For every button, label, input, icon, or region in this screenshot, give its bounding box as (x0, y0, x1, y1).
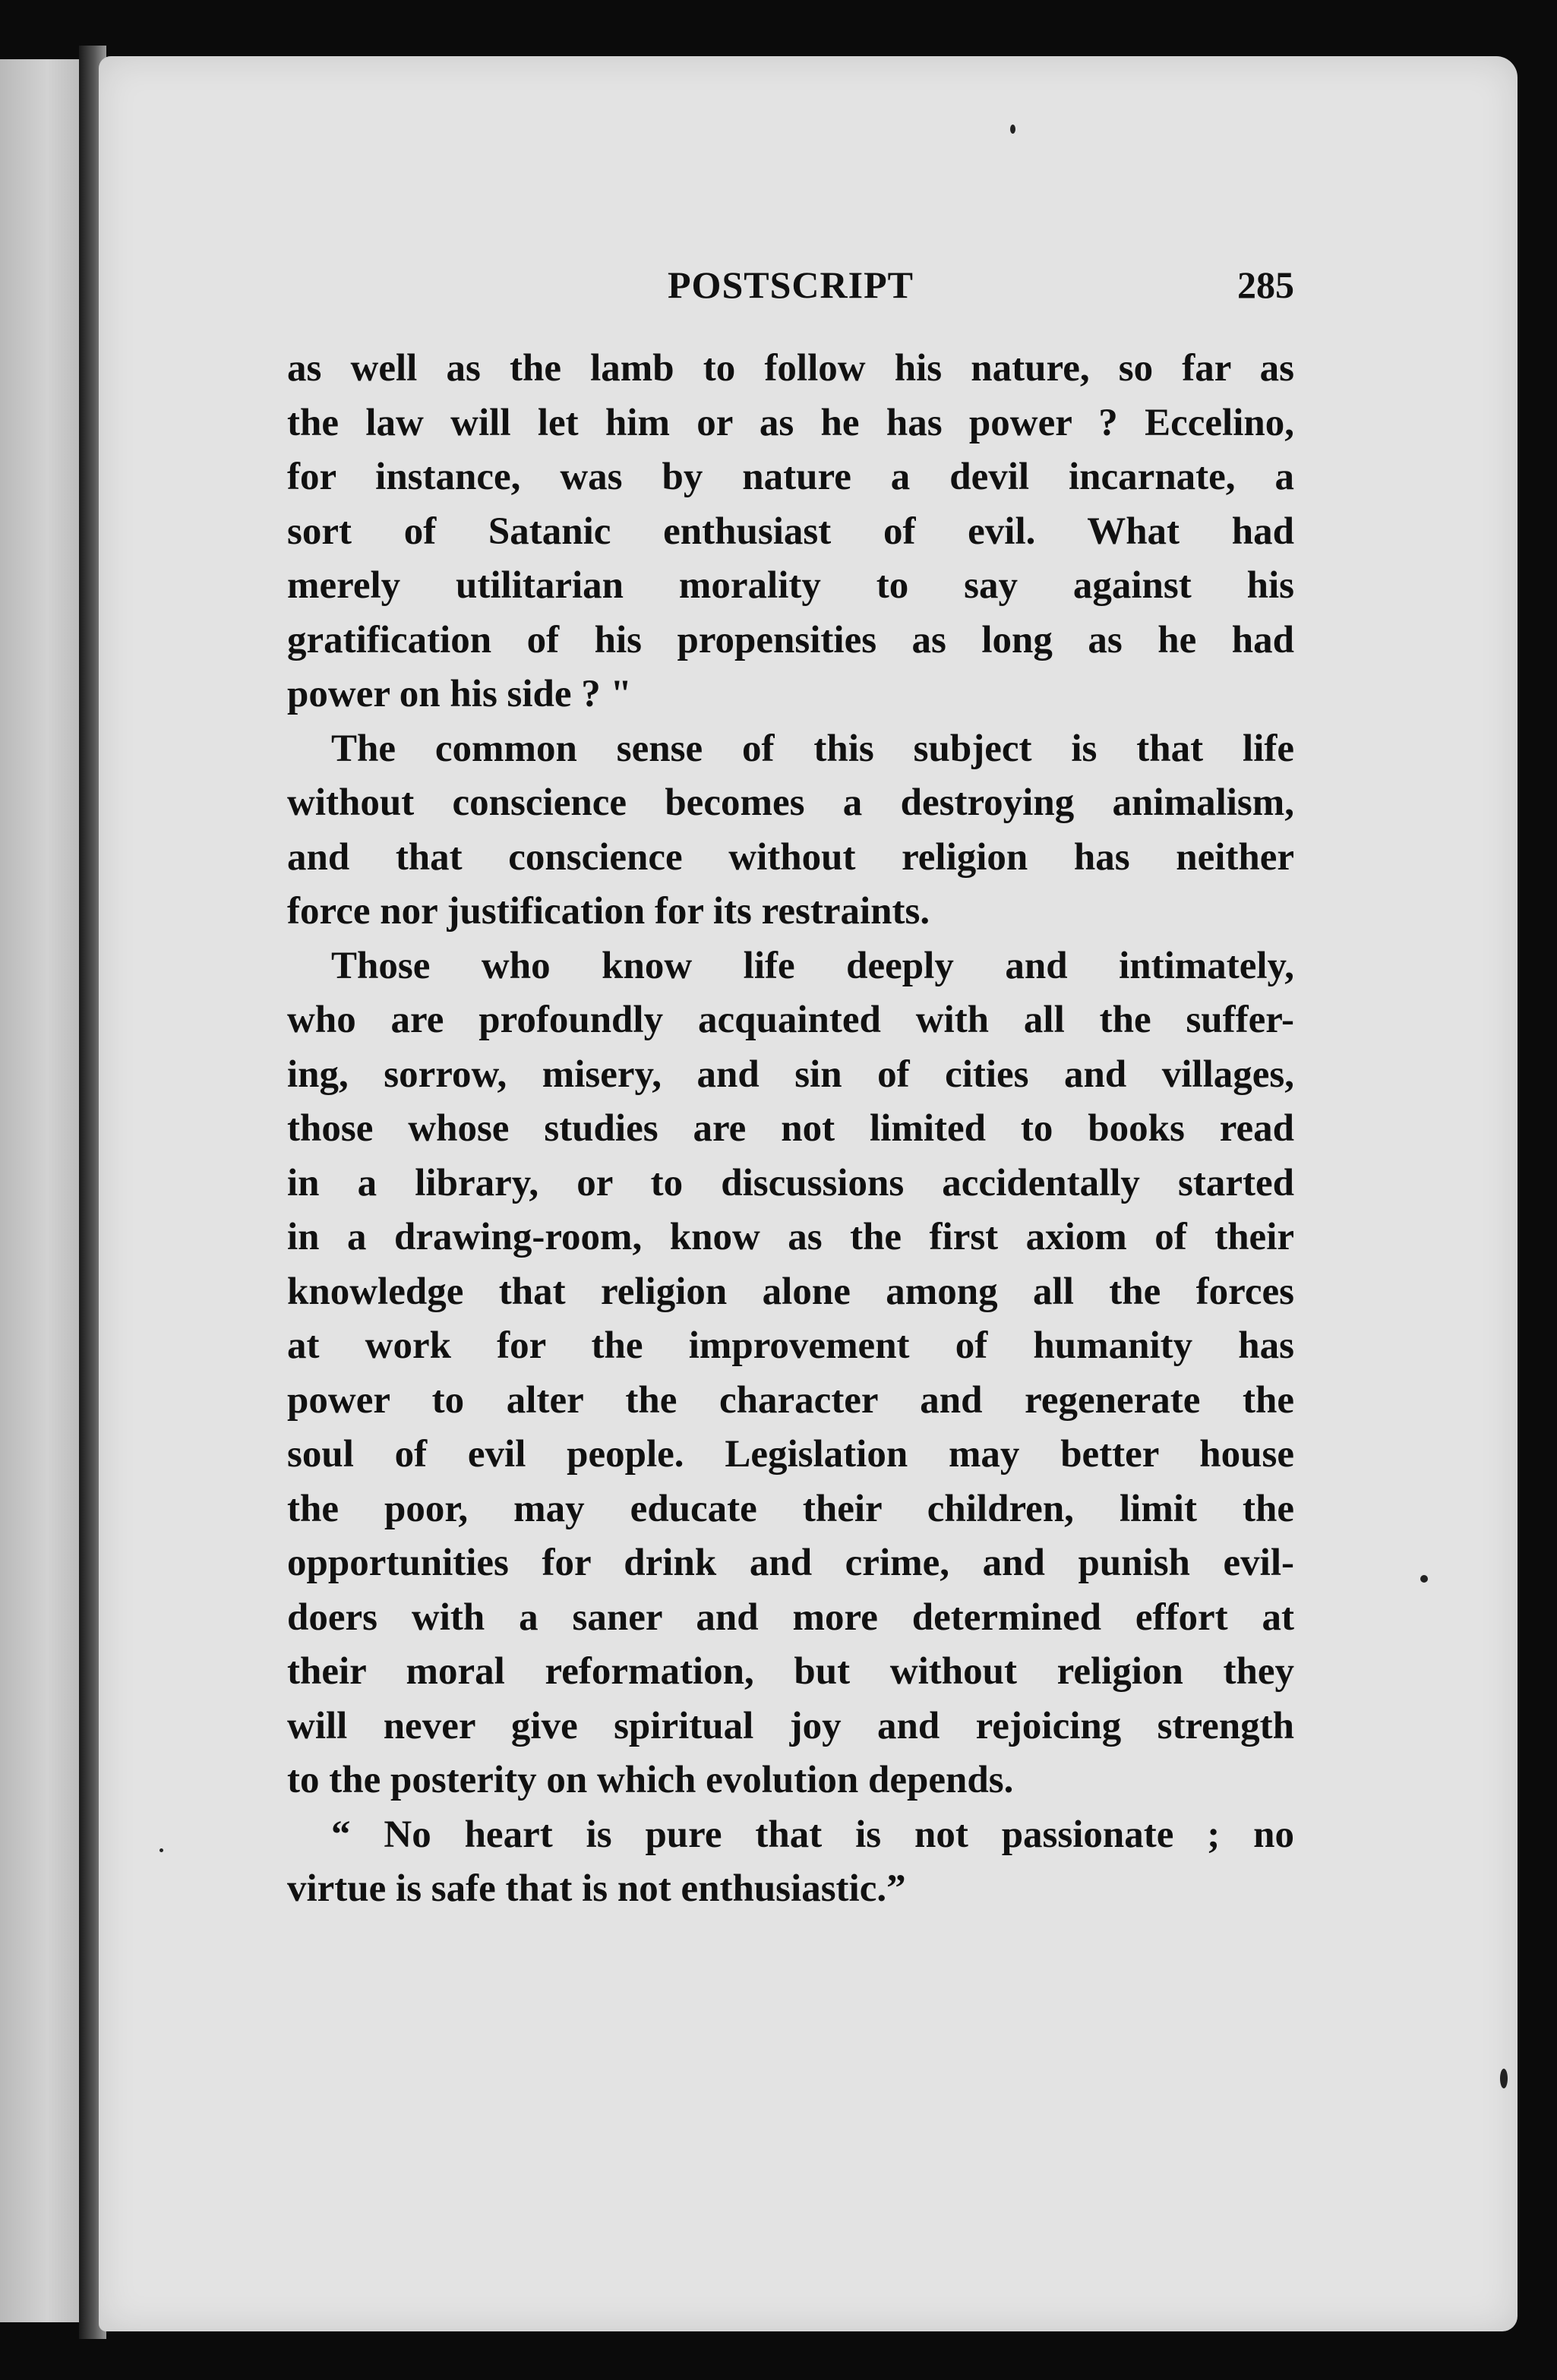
ink-speck (159, 1848, 163, 1852)
page-number: 285 (1237, 264, 1294, 306)
text-line: The common sense of this subject is that life (331, 727, 1294, 770)
text-line: soul of evil people. Legislation may better house (287, 1433, 1294, 1476)
ink-speck (1420, 1575, 1428, 1583)
text-line: knowledge that religion alone among all the forces (287, 1270, 1294, 1313)
text-line: merely utilitarian morality to say against his (287, 564, 1294, 607)
text-line: force nor justification for its restraints. (287, 890, 930, 933)
text-line: who are profoundly acquainted with all the suffer- (287, 999, 1294, 1041)
text-line: the poor, may educate their children, limit the (287, 1487, 1294, 1530)
text-line: as well as the lamb to follow his nature, so far as (287, 347, 1294, 390)
text-line: power on his side ? " (287, 673, 632, 715)
text-line: power to alter the character and regenerate the (287, 1378, 1294, 1422)
text-line: sort of Satanic enthusiast of evil. What had (287, 510, 1294, 553)
text-line: in a library, or to discussions accidentally started (287, 1161, 1294, 1204)
running-header (287, 258, 1294, 327)
previous-page-edge (0, 59, 84, 2322)
text-line: at work for the improvement of humanity has (287, 1324, 1294, 1367)
text-line: for instance, was by nature a devil incarnate, a (287, 456, 1294, 498)
running-title: POSTSCRIPT (668, 264, 914, 306)
ink-speck (1500, 2069, 1508, 2088)
text-line: opportunities for drink and crime, and punish evil- (287, 1542, 1294, 1584)
text-line: those whose studies are not limited to books read (287, 1107, 1294, 1150)
text-line: to the posterity on which evolution depends. (287, 1759, 1014, 1801)
text-line: virtue is safe that is not enthusiastic.” (287, 1867, 906, 1910)
text-line: the law will let him or as he has power ? Eccelino, (287, 401, 1294, 444)
text-line: in a drawing-room, know as the first axiom of their (287, 1216, 1294, 1258)
text-line: their moral reformation, but without religion they (287, 1650, 1294, 1693)
body-text (287, 342, 1294, 1917)
text-line: doers with a saner and more determined effort at (287, 1596, 1294, 1639)
text-line: “ No heart is pure that is not passionate ; no (331, 1813, 1294, 1856)
ink-speck (1010, 125, 1015, 134)
text-line: without conscience becomes a destroying animalism, (287, 781, 1294, 824)
text-line: will never give spiritual joy and rejoicing strength (287, 1704, 1294, 1747)
text-line: Those who know life deeply and intimately, (331, 944, 1294, 987)
text-line: gratification of his propensities as long as he had (287, 618, 1294, 661)
text-line: and that conscience without religion has neither (287, 835, 1294, 879)
text-line: ing, sorrow, misery, and sin of cities and villages, (287, 1053, 1294, 1096)
